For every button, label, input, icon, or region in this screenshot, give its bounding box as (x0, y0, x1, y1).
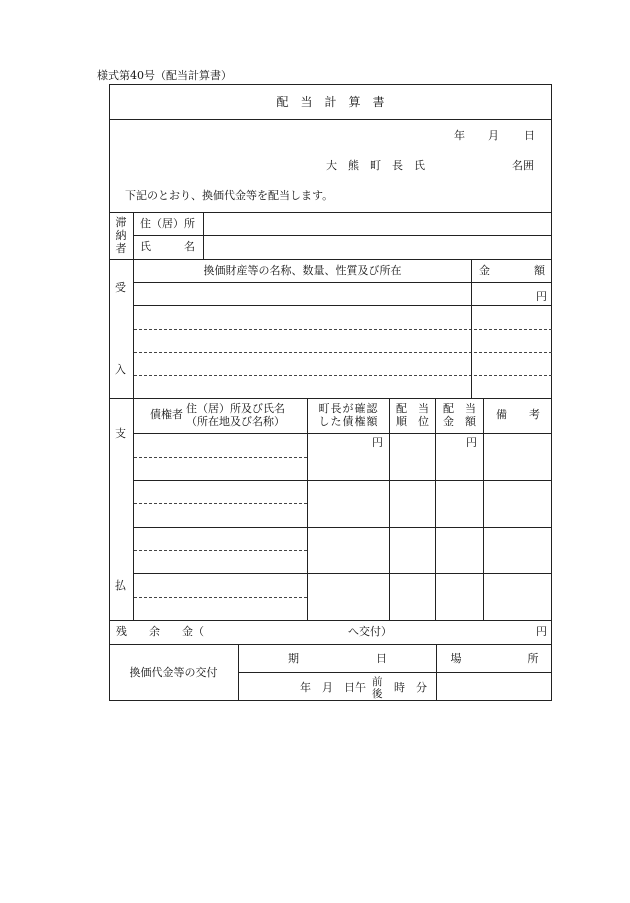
payments-confirmed-header-line1: 町長が確認 (318, 402, 379, 415)
rule-receipt-row1 (134, 305, 552, 306)
rule-receipt-header (134, 282, 552, 283)
payments-confirmed-currency: 円 (372, 436, 383, 449)
payments-confirmed-header-line2: した債権額 (318, 415, 379, 428)
delivery-date-header: 期 日 (288, 652, 387, 665)
balance-delivery: へ交付） (348, 625, 392, 638)
receipts-property-header: 換価財産等の名称、数量、性質及び所在 (203, 264, 402, 277)
delinquent-section-label: 滞 納 者 (115, 216, 127, 255)
rule-payment-header (134, 433, 552, 434)
rule-receipt-dashed2 (134, 352, 552, 353)
issuer-name: 大 熊 町 長 氏 (326, 159, 425, 172)
vrule-payment-confirmed (389, 398, 390, 620)
rule-below-delinquent (109, 259, 552, 260)
rule-payment-row4-dashed (134, 597, 307, 598)
delivery-label: 換価代金等の交付 (129, 666, 218, 679)
rule-below-title (109, 119, 552, 120)
intro-text: 下記のとおり、換価代金等を配当します。 (125, 189, 334, 202)
rule-payment-row1-dashed (134, 457, 307, 458)
rule-payment-row3 (134, 573, 552, 574)
payments-rank-header-line1: 配 当 (396, 402, 429, 415)
form-number-label: 様式第40号（配当計算書） (97, 69, 232, 82)
rule-payment-row3-dashed (134, 550, 307, 551)
vrule-delinquent-label (203, 212, 204, 259)
vrule-receipt-amount (471, 259, 472, 398)
receipts-currency: 円 (536, 290, 547, 303)
delivery-pm: 後 (372, 688, 383, 700)
payments-creditor-prefix: 債権者 (150, 408, 183, 421)
balance-label: 残 余 金（ (116, 625, 204, 638)
vrule-payment-amount (483, 398, 484, 620)
payments-section-bottom: 払 (115, 579, 126, 592)
rule-below-receipts (109, 398, 552, 399)
payments-remarks-header: 備 考 (496, 408, 540, 421)
receipts-section-top: 受 (115, 281, 126, 294)
payments-creditor-header-line2: （所在地及び名称） (186, 415, 285, 428)
receipts-section-bottom: 入 (115, 363, 126, 376)
rule-receipt-dashed3 (134, 375, 552, 376)
rule-below-intro (109, 212, 552, 213)
rule-delivery-mid (238, 672, 552, 673)
rule-below-payments (109, 620, 552, 621)
payments-section-top: 支 (115, 427, 126, 440)
date-day: 日 (524, 129, 535, 142)
delinquent-address-label: 住（居）所 (140, 217, 195, 230)
vrule-payment-creditor (307, 398, 308, 620)
form-title: 配 当 計 算 書 (276, 95, 385, 109)
payments-rank-header-line2: 順 位 (396, 415, 429, 428)
date-year: 年 (454, 129, 465, 142)
rule-receipt-dashed1 (134, 329, 552, 330)
rule-payment-row2-dashed (134, 503, 307, 504)
date-month: 月 (488, 129, 499, 142)
receipts-amount-header: 金 額 (479, 264, 545, 277)
delivery-place-header: 場 所 (450, 652, 539, 665)
payments-amount-header-line1: 配 当 (443, 402, 476, 415)
payments-amount-header-line2: 金 額 (443, 415, 476, 428)
delivery-time: 時 分 (394, 681, 427, 694)
delinquent-name-label: 氏 名 (140, 240, 195, 253)
balance-currency: 円 (536, 625, 547, 638)
payments-amount-currency: 円 (466, 436, 477, 449)
rule-delinquent-mid (134, 235, 552, 236)
payments-creditor-header-line1: 住（居）所及び氏名 (186, 402, 285, 415)
delivery-date-value: 年 月 日午 (300, 681, 366, 694)
rule-payment-row2 (134, 527, 552, 528)
vrule-payment-rank (435, 398, 436, 620)
rule-below-balance (109, 644, 552, 645)
distribution-calculation-form (109, 84, 552, 701)
issuer-seal: 名囲 (512, 159, 534, 172)
delivery-am: 前 (372, 676, 383, 688)
rule-payment-row1 (134, 480, 552, 481)
